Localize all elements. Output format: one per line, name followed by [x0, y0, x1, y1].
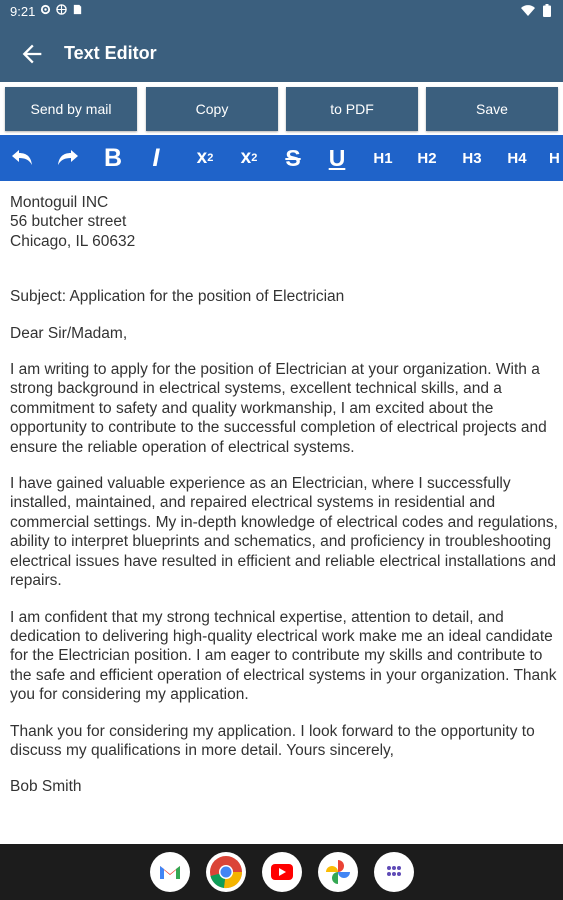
- chrome-icon[interactable]: [206, 852, 246, 892]
- apps-icon[interactable]: [374, 852, 414, 892]
- settings-status-icon: [40, 4, 51, 15]
- gmail-icon[interactable]: [150, 852, 190, 892]
- youtube-icon[interactable]: [262, 852, 302, 892]
- italic-icon[interactable]: I: [152, 143, 160, 172]
- paragraph-3: I am confident that my strong technical expertise, attention to detail, and dedication to delivering high-quality electrical work make me an ideal candidate for the Electrician position. I am eager to contribute my skills and contribute to the safe and efficient operation of electrical systems in your organization. Thank you for considering my application.: [10, 608, 557, 704]
- copy-button[interactable]: Copy: [146, 87, 278, 131]
- formatting-toolbar: [0, 135, 563, 181]
- heading-4-button[interactable]: H4: [507, 149, 527, 167]
- heading-3-button[interactable]: H3: [462, 149, 482, 167]
- address-line-1: Montoguil INC: [10, 194, 109, 211]
- save-button[interactable]: Save: [426, 87, 558, 131]
- document-editor[interactable]: [10, 193, 558, 797]
- subject-line: Subject: Application for the position of Electrician: [10, 288, 345, 306]
- address-line-3: Chicago, IL 60632: [10, 232, 136, 250]
- redo-icon[interactable]: [52, 135, 82, 181]
- action-button-row: [0, 82, 563, 134]
- app-bar: [0, 24, 563, 82]
- subscript-icon[interactable]: x 2: [196, 147, 214, 168]
- back-arrow-icon[interactable]: [18, 40, 46, 68]
- page-title: Text Editor: [64, 43, 157, 63]
- battery-icon: [543, 4, 551, 17]
- bold-icon[interactable]: B: [103, 143, 123, 172]
- send-by-mail-button[interactable]: Send by mail: [5, 87, 137, 131]
- status-time: 9:21: [10, 4, 36, 19]
- paragraph-2: I have gained valuable experience as an Electrician, where I successfully installed, maintained, and repaired electrical systems in residential and commercial settings. My in-depth knowledge of electrical codes and regulations, ability to interpret blueprints and schematics, and proficiency in troubleshooting electrical issues have resulted in efficient and reliable electrical installations and repairs.: [10, 475, 558, 590]
- address-line-2: 56 butcher street: [10, 213, 127, 231]
- to-pdf-button[interactable]: to PDF: [286, 87, 418, 131]
- status-bar: [0, 0, 563, 24]
- underline-icon[interactable]: U: [328, 144, 346, 171]
- strikethrough-icon[interactable]: S: [285, 144, 301, 171]
- undo-icon[interactable]: [8, 135, 38, 181]
- paragraph-4: Thank you for considering my application. I look forward to the opportunity to discuss my qualifications in more detail. Yours sincerely,: [10, 722, 535, 759]
- system-dock: [0, 844, 563, 900]
- photos-icon[interactable]: [318, 852, 358, 892]
- paragraph-1: I am writing to apply for the position of Electrician at your organization. With a strong background in electrical systems, excellent technical skills, and a commitment to safety and quality workmanship, I am excited about the opportunity to contribute to the successful completion of electrical projects and ensure the reliable operation of electrical systems.: [10, 361, 547, 456]
- heading-5-button[interactable]: H: [549, 149, 560, 167]
- sim-status-icon: [72, 4, 83, 15]
- heading-2-button[interactable]: H2: [417, 149, 437, 167]
- heading-1-button[interactable]: H1: [373, 149, 393, 167]
- wifi-icon: [521, 5, 535, 17]
- signature: Bob Smith: [10, 778, 82, 796]
- salutation: Dear Sir/Madam,: [10, 324, 128, 342]
- superscript-icon[interactable]: x 2: [240, 147, 258, 168]
- vpn-status-icon: [56, 4, 67, 15]
